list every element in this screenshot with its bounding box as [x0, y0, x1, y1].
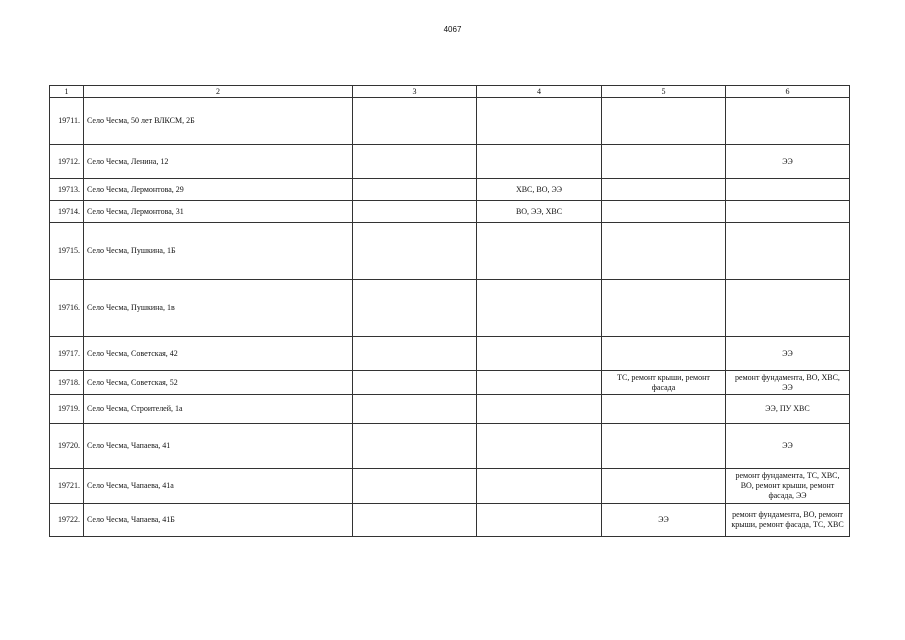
column-3-cell: [353, 424, 477, 469]
column-5-cell: [602, 469, 726, 504]
column-5-cell: [602, 223, 726, 280]
row-number-cell: 19722.: [50, 504, 84, 537]
column-6-cell: ЭЭ: [726, 424, 850, 469]
row-number-cell: 19712.: [50, 145, 84, 179]
column-5-cell: [602, 337, 726, 371]
row-number-cell: 19714.: [50, 201, 84, 223]
column-5-cell: [602, 179, 726, 201]
page-number: 4067: [443, 25, 462, 34]
address-cell: Село Чесма, Строителей, 1а: [84, 395, 353, 424]
table-row: [50, 395, 850, 424]
address-cell: Село Чесма, Лермонтова, 29: [84, 179, 353, 201]
column-4-cell: [477, 337, 602, 371]
column-5-cell: ЭЭ: [602, 504, 726, 537]
column-3-cell: [353, 395, 477, 424]
column-4-cell: [477, 504, 602, 537]
address-cell: Село Чесма, Чапаева, 41Б: [84, 504, 353, 537]
column-header-6: 6: [726, 86, 850, 98]
column-3-cell: [353, 371, 477, 395]
table-row: [50, 469, 850, 504]
column-3-cell: [353, 280, 477, 337]
column-3-cell: [353, 223, 477, 280]
column-4-cell: [477, 424, 602, 469]
address-cell: Село Чесма, Пушкина, 1в: [84, 280, 353, 337]
column-4-cell: [477, 395, 602, 424]
column-6-cell: ремонт фундамента, ТС, ХВС, ВО, ремонт крыши, ремонт фасада, ЭЭ: [726, 469, 850, 504]
column-3-cell: [353, 469, 477, 504]
column-4-cell: [477, 98, 602, 145]
column-4-cell: [477, 223, 602, 280]
column-3-cell: [353, 504, 477, 537]
column-header-1: 1: [50, 86, 84, 98]
column-4-cell: [477, 371, 602, 395]
row-number-cell: 19717.: [50, 337, 84, 371]
column-6-cell: ЭЭ: [726, 145, 850, 179]
column-3-cell: [353, 201, 477, 223]
column-5-cell: [602, 395, 726, 424]
column-header-5: 5: [602, 86, 726, 98]
column-3-cell: [353, 337, 477, 371]
address-cell: Село Чесма, 50 лет ВЛКСМ, 2Б: [84, 98, 353, 145]
column-4-cell: [477, 469, 602, 504]
address-cell: Село Чесма, Лермонтова, 31: [84, 201, 353, 223]
column-3-cell: [353, 179, 477, 201]
address-cell: Село Чесма, Советская, 52: [84, 371, 353, 395]
column-5-cell: [602, 280, 726, 337]
table-row: [50, 424, 850, 469]
table-row: [50, 201, 850, 223]
header-row: [50, 86, 850, 98]
column-6-cell: [726, 223, 850, 280]
address-cell: Село Чесма, Ленина, 12: [84, 145, 353, 179]
column-header-3: 3: [353, 86, 477, 98]
column-4-cell: [477, 145, 602, 179]
table-row: [50, 179, 850, 201]
row-number-cell: 19719.: [50, 395, 84, 424]
column-3-cell: [353, 145, 477, 179]
column-6-cell: [726, 179, 850, 201]
column-4-cell: ВО, ЭЭ, ХВС: [477, 201, 602, 223]
column-header-2: 2: [84, 86, 353, 98]
row-number-cell: 19711.: [50, 98, 84, 145]
row-number-cell: 19720.: [50, 424, 84, 469]
column-4-cell: [477, 280, 602, 337]
column-5-cell: [602, 98, 726, 145]
column-6-cell: [726, 201, 850, 223]
row-number-cell: 19718.: [50, 371, 84, 395]
column-4-cell: ХВС, ВО, ЭЭ: [477, 179, 602, 201]
column-3-cell: [353, 98, 477, 145]
column-6-cell: ЭЭ: [726, 337, 850, 371]
address-cell: Село Чесма, Советская, 42: [84, 337, 353, 371]
address-cell: Село Чесма, Чапаева, 41: [84, 424, 353, 469]
table-row: [50, 280, 850, 337]
table-row: [50, 223, 850, 280]
table-row: [50, 504, 850, 537]
address-cell: Село Чесма, Пушкина, 1Б: [84, 223, 353, 280]
column-6-cell: ЭЭ, ПУ ХВС: [726, 395, 850, 424]
column-6-cell: ремонт фундамента, ВО, ХВС, ЭЭ: [726, 371, 850, 395]
table-row: [50, 371, 850, 395]
column-6-cell: [726, 280, 850, 337]
table-header: [50, 86, 850, 98]
column-5-cell: [602, 424, 726, 469]
table-row: [50, 337, 850, 371]
column-6-cell: ремонт фундамента, ВО, ремонт крыши, ремонт фасада, ТС, ХВС: [726, 504, 850, 537]
column-5-cell: ТС, ремонт крыши, ремонт фасада: [602, 371, 726, 395]
table-row: [50, 98, 850, 145]
table-body: [50, 98, 850, 537]
column-header-4: 4: [477, 86, 602, 98]
column-6-cell: [726, 98, 850, 145]
row-number-cell: 19715.: [50, 223, 84, 280]
row-number-cell: 19713.: [50, 179, 84, 201]
row-number-cell: 19716.: [50, 280, 84, 337]
register-table: [49, 85, 850, 537]
table-row: [50, 145, 850, 179]
address-cell: Село Чесма, Чапаева, 41а: [84, 469, 353, 504]
column-5-cell: [602, 145, 726, 179]
row-number-cell: 19721.: [50, 469, 84, 504]
column-5-cell: [602, 201, 726, 223]
